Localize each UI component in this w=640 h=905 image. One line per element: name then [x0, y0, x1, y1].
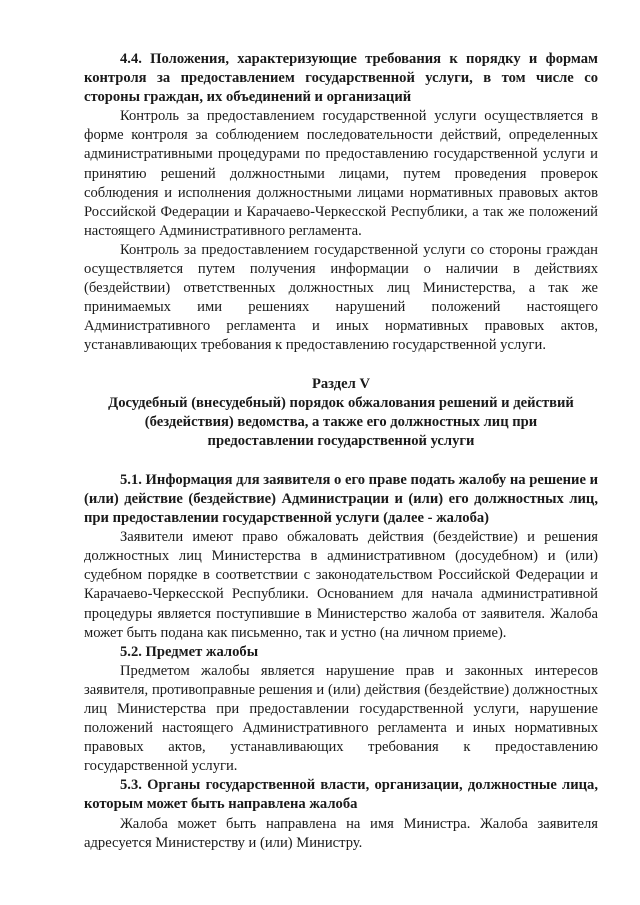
section-5-subtitle: Досудебный (внесудебный) порядок обжалования решений и действий (бездействия) ведомства, а также его должностных лиц при предоставлении государственной услуги: [108, 394, 574, 449]
section-5-title: Раздел V: [311, 375, 371, 392]
section-4-4-paragraph-1: Контроль за предоставлением государственной услуги осуществляется в форме контроля за соблюдением последовательности действий, определенных административными процедурами по предоставлению государственной услуги и принятию решений должностными лицами, путем проведения проверок соблюдения и исполнения должностными лицами нормативных правовых актов Российской Федерации и Карачаево-Черкесской Республики, а так же положений настоящего Административного регламента.: [84, 108, 598, 239]
section-5-1-paragraph: Заявители имеют право обжаловать действия (бездействие) и решения должностных лиц Министерства в административном (досудебном) и (или) судебном порядке в соответствии с законодательством Российской Федерации и Карачаево-Черкесской Республики. Основанием для начала административной процедуры является поступившие в Министерство жалоба от заявителя. Жалоба может быть подана как письменно, так и устно (на личном приеме).: [84, 529, 598, 641]
section-4-4-heading: 4.4. Положения, характеризующие требования к порядку и формам контроля за предоставлением государственной услуги, в том числе со стороны граждан, их объединений и организаций: [84, 51, 598, 106]
document-page: [84, 50, 598, 853]
section-5-2-paragraph: Предметом жалобы является нарушение прав и законных интересов заявителя, противоправные решения и (или) действия (бездействие) должностных лиц Министерства при предоставлении государственной услуги, нарушение положений настоящего Административного регламента и иных нормативных правовых актов, устанавливающих требования к предоставлению государственной услуги.: [84, 662, 598, 775]
section-5-2-heading: 5.2. Предмет жалобы: [120, 643, 259, 660]
section-5-3-heading: 5.3. Органы государственной власти, организации, должностные лица, которым может быть направлена жалоба: [84, 777, 598, 813]
section-5-1-heading: 5.1. Информация для заявителя о его праве подать жалобу на решение и (или) действие (бездействие) Администрации и (или) его должностных лиц, при предоставлении государственной услуги (далее - жалоба): [84, 471, 598, 527]
section-5-3-paragraph: Жалоба может быть направлена на имя Министра. Жалоба заявителя адресуется Министерству и (или) Министру.: [84, 815, 598, 851]
section-4-4-paragraph-2: Контроль за предоставлением государственной услуги со стороны граждан осуществляется путем получения информации о наличии в действиях (бездействии) ответственных должностных лиц Министерства, а так же принимаемых ими решениях нарушений положений настоящего Административного регламента и иных нормативных правовых актов, устанавливающих требования к предоставлению государственной услуги.: [84, 241, 598, 354]
